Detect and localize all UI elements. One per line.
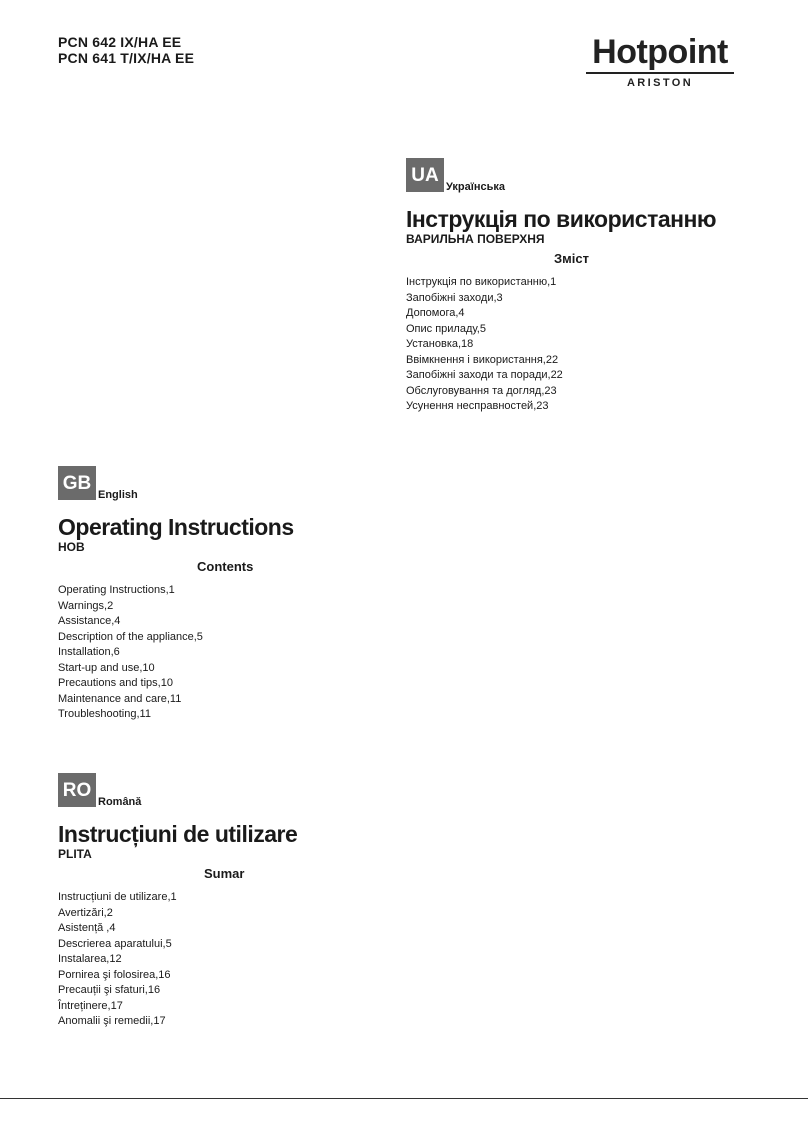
toc-item: Avertizări,2 xyxy=(58,906,113,919)
table-of-contents xyxy=(406,275,716,415)
toc-item: Ввімкнення і використання,22 xyxy=(406,353,559,366)
language-name: Українська xyxy=(446,181,506,193)
toc-item: Assistance,4 xyxy=(58,615,121,627)
toc-item: Troubleshooting,11 xyxy=(58,708,151,720)
section-title: Інструкція по використанню xyxy=(406,206,717,232)
toc-item: Anomalii şi remedii,17 xyxy=(58,1015,166,1027)
table-of-contents xyxy=(58,583,294,723)
toc-item: Обслуговування та догляд,23 xyxy=(406,384,557,397)
brand-subname: ARISTON xyxy=(626,77,694,89)
section-english xyxy=(58,466,294,723)
section-title: Instrucțiuni de utilizare xyxy=(58,821,298,847)
language-badge: RO xyxy=(58,773,96,807)
toc-item: Asistență ,4 xyxy=(58,922,116,934)
language-header xyxy=(406,158,716,192)
toc-item: Maintenance and care,11 xyxy=(58,692,182,705)
language-header xyxy=(58,773,297,807)
table-of-contents xyxy=(58,890,297,1030)
brand-name: Hotpoint xyxy=(592,33,728,71)
language-name: English xyxy=(98,489,138,501)
toc-item: Instalarea,12 xyxy=(58,953,122,965)
brand-logo xyxy=(584,33,736,90)
language-header xyxy=(58,466,294,500)
section-subtitle: HOB xyxy=(58,540,85,554)
toc-item: Запобіжні заходи,3 xyxy=(406,291,503,304)
toc-item: Pornirea şi folosirea,16 xyxy=(58,968,171,981)
section-romanian xyxy=(58,773,297,1030)
toc-item: Instrucțiuni de utilizare,1 xyxy=(58,891,177,903)
section-title: Operating Instructions xyxy=(58,514,294,540)
toc-item: Precauții şi sfaturi,16 xyxy=(58,984,161,996)
section-ukrainian xyxy=(406,158,716,415)
section-subtitle: PLITA xyxy=(58,847,92,861)
toc-item: Установка,18 xyxy=(406,338,474,350)
model-number: PCN 641 T/IX/HA EE xyxy=(58,50,195,66)
language-badge: GB xyxy=(58,466,96,500)
contents-heading: Зміст xyxy=(554,251,589,266)
toc-item: Опис приладу,5 xyxy=(406,322,486,335)
contents-heading: Sumar xyxy=(204,866,245,881)
toc-item: Operating Instructions,1 xyxy=(58,584,175,596)
model-number: PCN 642 IX/HA EE xyxy=(58,34,182,50)
toc-item: Descrierea aparatului,5 xyxy=(58,937,172,950)
toc-item: Усунення несправностей,23 xyxy=(406,400,549,412)
page-bottom-rule xyxy=(0,1098,808,1099)
toc-item: Допомога,4 xyxy=(406,307,465,319)
toc-item: Întreținere,17 xyxy=(58,999,123,1012)
brand-divider xyxy=(586,72,734,74)
section-subtitle: ВАРИЛЬНА ПОВЕРХНЯ xyxy=(406,232,545,246)
toc-item: Інструкція по використанню,1 xyxy=(406,276,557,288)
toc-item: Запобіжні заходи та поради,22 xyxy=(406,369,563,381)
model-numbers xyxy=(58,34,194,66)
language-badge: UA xyxy=(406,158,444,192)
toc-item: Installation,6 xyxy=(58,646,120,658)
language-name: Română xyxy=(98,796,142,808)
toc-item: Precautions and tips,10 xyxy=(58,677,173,689)
toc-item: Warnings,2 xyxy=(58,599,114,612)
toc-item: Start-up and use,10 xyxy=(58,661,155,674)
toc-item: Description of the appliance,5 xyxy=(58,630,203,643)
contents-heading: Contents xyxy=(197,559,254,574)
